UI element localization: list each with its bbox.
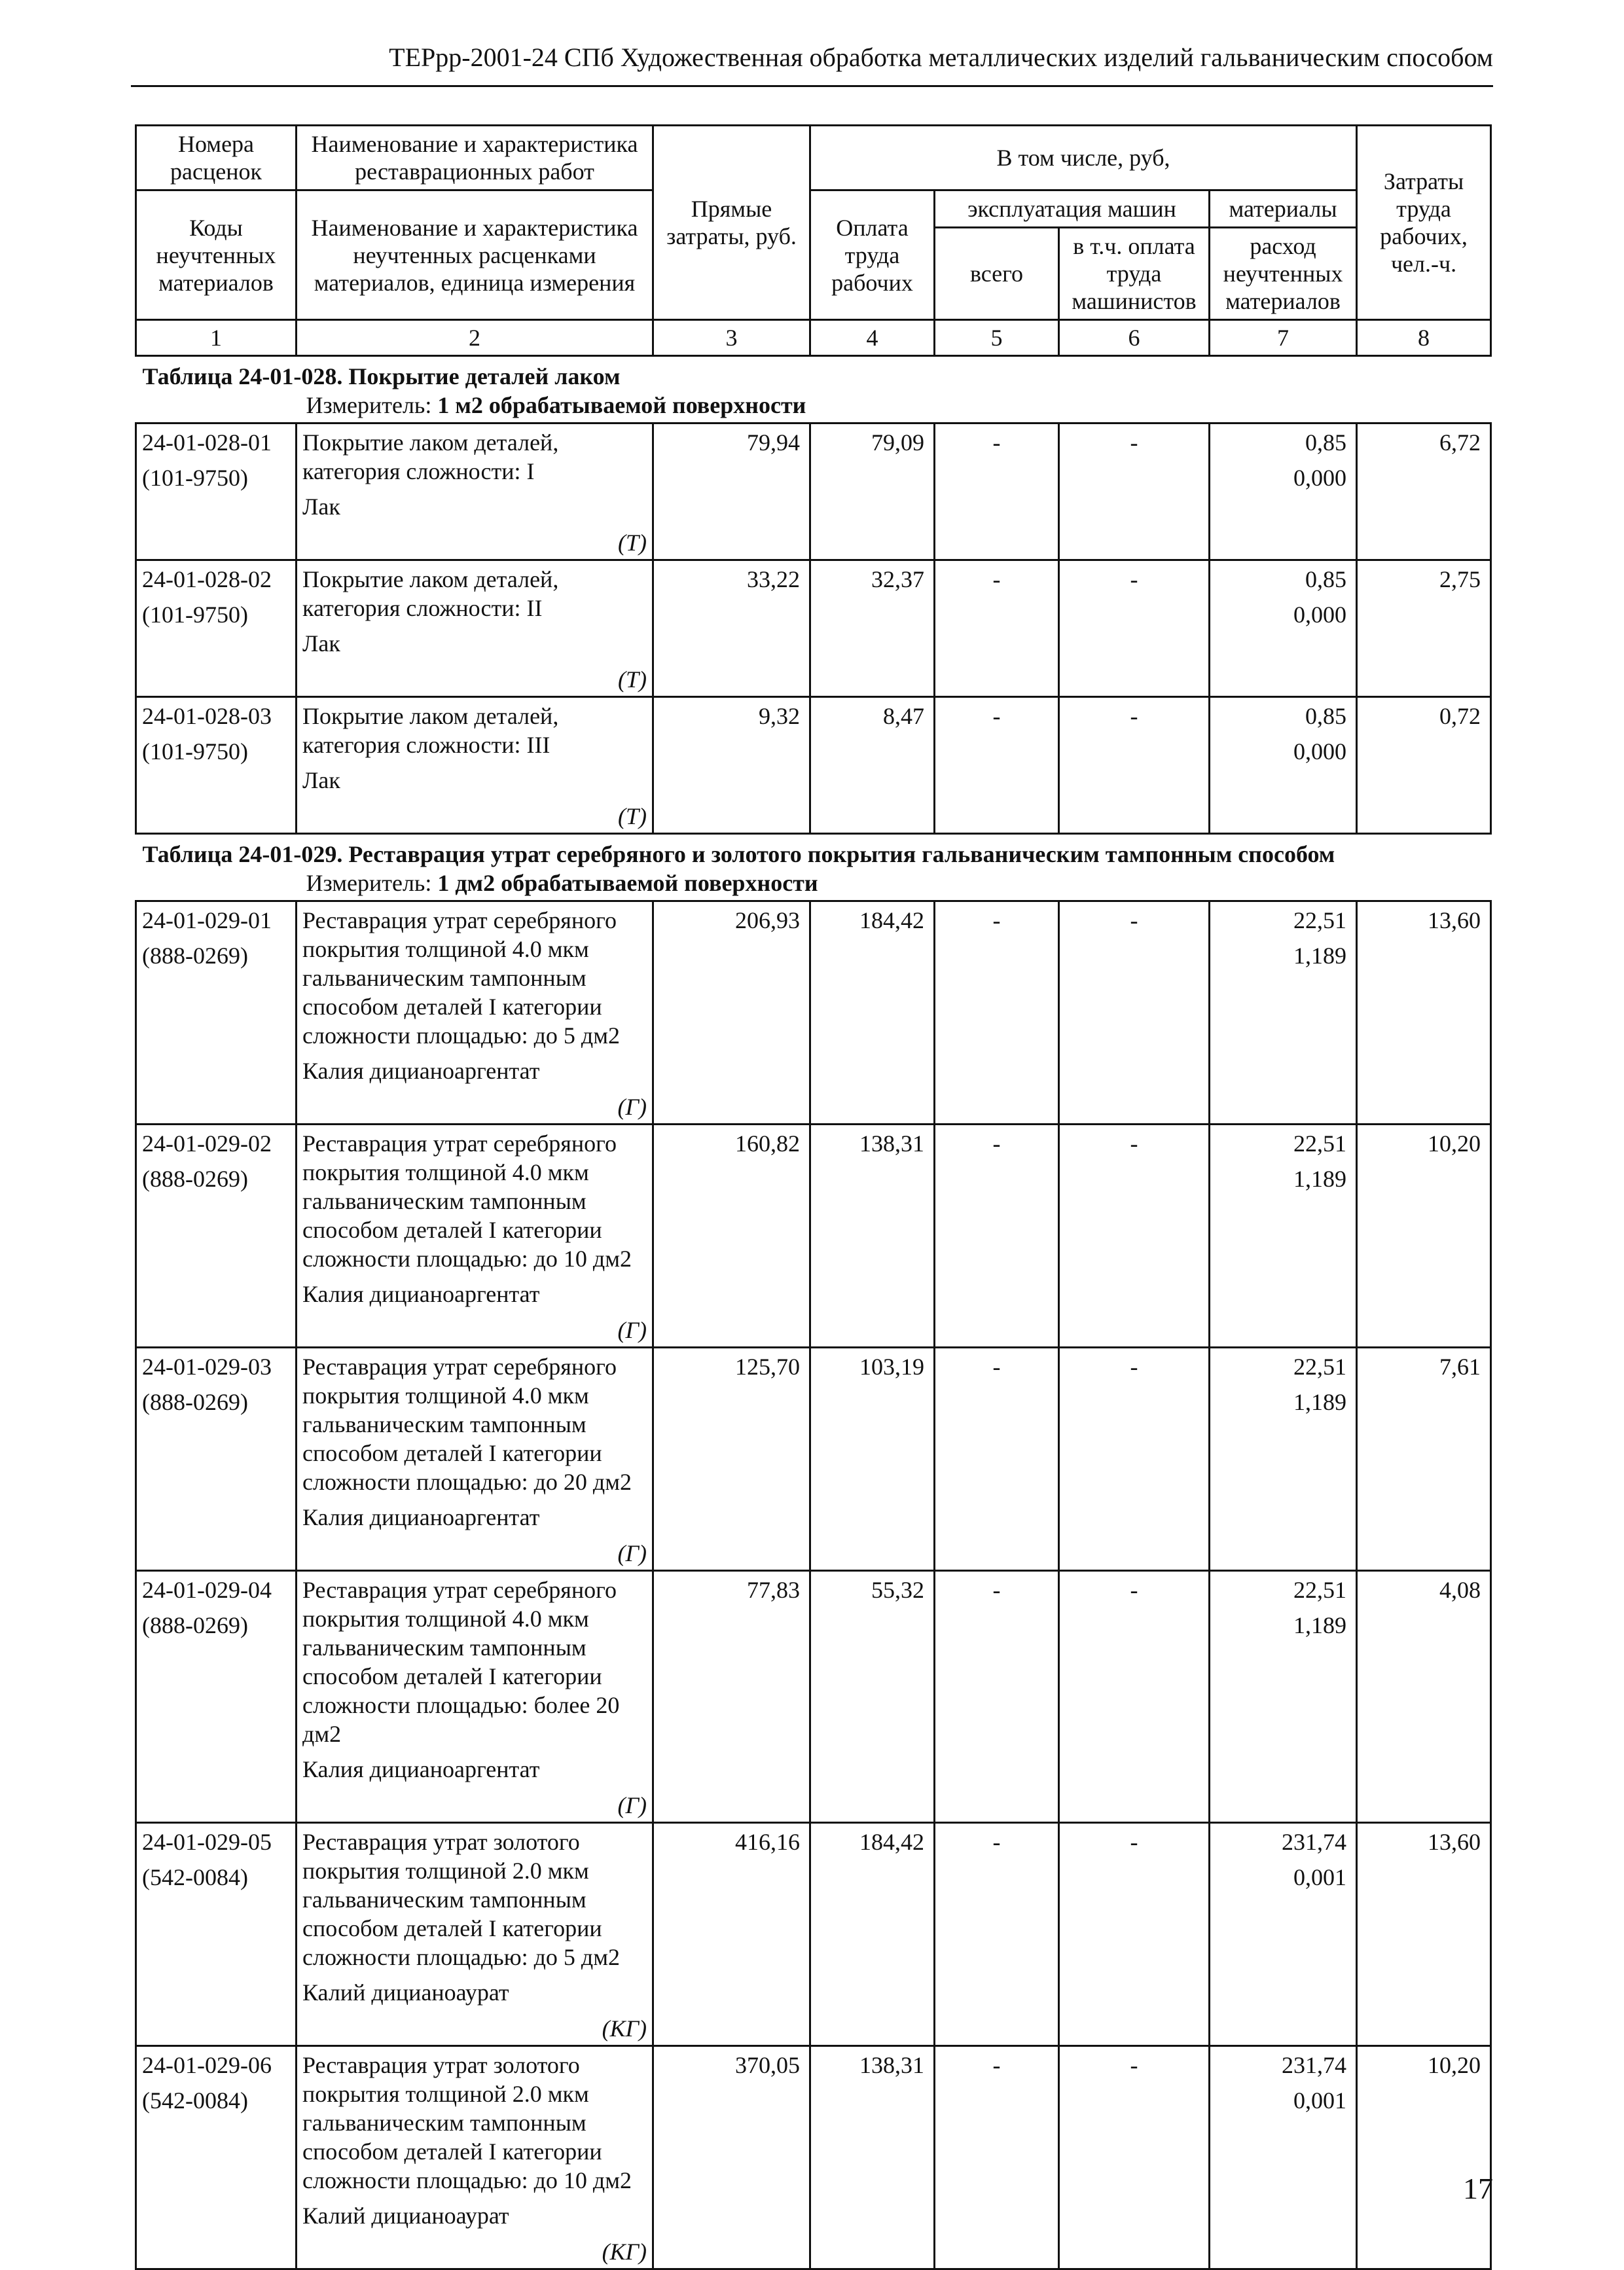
running-header: ТЕРрр-2001-24 СПб Художественная обработка металлических изделий гальваническим способом (131, 39, 1493, 87)
table-title: Таблица 24-01-029. Реставрация утрат серебряного и золотого покрытия гальваническим тампонным способом (142, 841, 1335, 867)
rate-code: 24-01-029-04 (142, 1577, 272, 1603)
operators-wages-value: - (1059, 423, 1210, 560)
rate-code-cell (136, 1125, 297, 1348)
labor-wages-value: 103,19 (810, 1348, 935, 1571)
rate-name: Покрытие лаком деталей, категория сложности: I (302, 429, 559, 484)
header-col2-top: Наименование и характеристика реставрационных работ (297, 126, 653, 190)
material-unit: (Т) (618, 803, 647, 829)
rate-code: 24-01-029-02 (142, 1130, 272, 1157)
rate-name: Реставрация утрат серебряного покрытия толщиной 4.0 мкм гальваническим тампонным способом деталей I категории сложности площадью: более 20 дм2 (302, 1577, 620, 1747)
machines-total-value: - (935, 560, 1059, 697)
labor-wages-value: 32,37 (810, 560, 935, 697)
labor-hours-value: 4,08 (1357, 1571, 1491, 1823)
measure-value: 1 дм2 обрабатываемой поверхности (437, 870, 818, 896)
materials-cell (1210, 2046, 1357, 2269)
header-labor-wages: Оплата труда рабочих (810, 190, 935, 320)
materials-cell (1210, 1125, 1357, 1348)
materials-value: 22,51 (1293, 1577, 1347, 1603)
rate-name-cell (297, 560, 653, 697)
labor-hours-value: 0,72 (1357, 697, 1491, 834)
rate-code-cell (136, 697, 297, 834)
header-operators-wages: в т.ч. оплата труда машинистов (1059, 228, 1210, 320)
rate-name: Покрытие лаком деталей, категория сложности: III (302, 703, 559, 758)
material-unit: (Г) (617, 1540, 647, 1566)
column-number: 8 (1357, 320, 1491, 356)
material-quantity: 0,000 (1293, 738, 1347, 765)
material-name: Калий дицианоаурат (302, 2203, 509, 2229)
materials-cell (1210, 423, 1357, 560)
materials-cell (1210, 1571, 1357, 1823)
material-name: Лак (302, 494, 340, 520)
rate-row (136, 697, 1491, 834)
materials-cell (1210, 697, 1357, 834)
rate-code: 24-01-029-05 (142, 1829, 272, 1855)
rate-code: 24-01-028-03 (142, 703, 272, 729)
table-measure (136, 391, 1491, 423)
material-code: (101-9750) (142, 738, 248, 765)
header-col2-bottom: Наименование и характеристика неучтенных расценками материалов, единица измерения (297, 190, 653, 320)
material-quantity: 1,189 (1293, 943, 1347, 969)
material-name: Калия дицианоаргентат (302, 1058, 540, 1084)
operators-wages-value: - (1059, 1348, 1210, 1571)
labor-wages-value: 138,31 (810, 2046, 935, 2269)
materials-cell (1210, 1823, 1357, 2046)
labor-hours-value: 6,72 (1357, 423, 1491, 560)
header-labor-hours: Затраты труда рабочих, чел.-ч. (1357, 126, 1491, 320)
column-number: 5 (935, 320, 1059, 356)
rate-name-cell (297, 423, 653, 560)
rate-name: Реставрация утрат золотого покрытия толщиной 2.0 мкм гальваническим тампонным способом деталей I категории сложности площадью: до 5 дм2 (302, 1829, 621, 1970)
rate-name: Реставрация утрат серебряного покрытия толщиной 4.0 мкм гальваническим тампонным способом деталей I категории сложности площадью: до 20 дм2 (302, 1354, 632, 1495)
rate-row (136, 2046, 1491, 2269)
material-code: (888-0269) (142, 1612, 248, 1638)
machines-total-value: - (935, 2046, 1059, 2269)
operators-wages-value: - (1059, 560, 1210, 697)
rate-name-cell (297, 1823, 653, 2046)
rates-table (135, 124, 1492, 2270)
material-quantity: 1,189 (1293, 1166, 1347, 1192)
header-col1-bottom: Коды неучтенных материалов (136, 190, 297, 320)
machines-total-value: - (935, 1125, 1059, 1348)
labor-hours-value: 2,75 (1357, 560, 1491, 697)
materials-value: 0,85 (1305, 703, 1347, 729)
materials-cell (1210, 560, 1357, 697)
material-name: Калия дицианоаргентат (302, 1504, 540, 1530)
rate-code-cell (136, 2046, 297, 2269)
labor-wages-value: 184,42 (810, 1823, 935, 2046)
rate-name: Реставрация утрат серебряного покрытия толщиной 4.0 мкм гальваническим тампонным способом деталей I категории сложности площадью: до 10 дм2 (302, 1130, 632, 1272)
rate-row (136, 901, 1491, 1125)
operators-wages-value: - (1059, 901, 1210, 1125)
material-code: (888-0269) (142, 1389, 248, 1415)
table-title: Таблица 24-01-028. Покрытие деталей лаком (142, 363, 621, 389)
machines-total-value: - (935, 901, 1059, 1125)
material-code: (888-0269) (142, 943, 248, 969)
materials-cell (1210, 901, 1357, 1125)
rate-name: Реставрация утрат серебряного покрытия толщиной 4.0 мкм гальваническим тампонным способом деталей I категории сложности площадью: до 5 дм2 (302, 907, 621, 1049)
materials-value: 22,51 (1293, 1354, 1347, 1380)
labor-wages-value: 55,32 (810, 1571, 935, 1823)
rate-row (136, 423, 1491, 560)
rate-name-cell (297, 1348, 653, 1571)
materials-value: 0,85 (1305, 429, 1347, 456)
direct-costs-value: 160,82 (653, 1125, 810, 1348)
rate-name-cell (297, 697, 653, 834)
material-quantity: 1,189 (1293, 1612, 1347, 1638)
material-quantity: 0,001 (1293, 1864, 1347, 1890)
direct-costs-value: 77,83 (653, 1571, 810, 1823)
measure-row (136, 869, 1491, 901)
material-code: (888-0269) (142, 1166, 248, 1192)
material-name: Лак (302, 630, 340, 657)
materials-value: 231,74 (1282, 2052, 1347, 2078)
column-number: 7 (1210, 320, 1357, 356)
rate-name-cell (297, 1125, 653, 1348)
direct-costs-value: 416,16 (653, 1823, 810, 2046)
material-unit: (Г) (617, 1094, 647, 1120)
column-number: 4 (810, 320, 935, 356)
measure-label: Измеритель: (306, 870, 438, 896)
operators-wages-value: - (1059, 1823, 1210, 2046)
rate-name-cell (297, 901, 653, 1125)
material-name: Калия дицианоаргентат (302, 1281, 540, 1307)
material-unit: (КГ) (602, 2239, 647, 2265)
labor-wages-value: 8,47 (810, 697, 935, 834)
direct-costs-value: 370,05 (653, 2046, 810, 2269)
header-including-group: В том числе, руб, (810, 126, 1357, 190)
direct-costs-value: 125,70 (653, 1348, 810, 1571)
labor-hours-value: 13,60 (1357, 901, 1491, 1125)
rate-code: 24-01-029-03 (142, 1354, 272, 1380)
rate-code-cell (136, 1348, 297, 1571)
rate-name-cell (297, 2046, 653, 2269)
material-code: (542-0084) (142, 2087, 248, 2114)
rate-row (136, 560, 1491, 697)
operators-wages-value: - (1059, 1571, 1210, 1823)
header-machines-total: всего (935, 228, 1059, 320)
table-title-row (136, 356, 1491, 391)
column-number: 1 (136, 320, 297, 356)
rate-code: 24-01-028-02 (142, 566, 272, 592)
rate-row (136, 1348, 1491, 1571)
materials-value: 231,74 (1282, 1829, 1347, 1855)
rate-code-cell (136, 901, 297, 1125)
table-title-row (136, 834, 1491, 869)
rate-row (136, 1571, 1491, 1823)
rate-code-cell (136, 1571, 297, 1823)
column-number: 2 (297, 320, 653, 356)
measure-value: 1 м2 обрабатываемой поверхности (437, 392, 806, 418)
material-quantity: 0,001 (1293, 2087, 1347, 2114)
labor-wages-value: 184,42 (810, 901, 935, 1125)
direct-costs-value: 206,93 (653, 901, 810, 1125)
material-unit: (Т) (618, 666, 647, 693)
header-materials-group: материалы (1210, 190, 1357, 228)
rate-code-cell (136, 560, 297, 697)
material-unit: (Т) (618, 530, 647, 556)
table-measure (136, 869, 1491, 901)
rate-code-cell (136, 1823, 297, 2046)
material-name: Калий дицианоаурат (302, 1979, 509, 2006)
rate-code: 24-01-029-01 (142, 907, 272, 933)
material-quantity: 0,000 (1293, 465, 1347, 491)
header-col1-top: Номера расценок (136, 126, 297, 190)
header-direct-costs: Прямые затраты, руб. (653, 126, 810, 320)
operators-wages-value: - (1059, 1125, 1210, 1348)
machines-total-value: - (935, 697, 1059, 834)
rate-code: 24-01-028-01 (142, 429, 272, 456)
rate-row (136, 1125, 1491, 1348)
column-number: 6 (1059, 320, 1210, 356)
column-number: 3 (653, 320, 810, 356)
materials-cell (1210, 1348, 1357, 1571)
operators-wages-value: - (1059, 697, 1210, 834)
materials-value: 22,51 (1293, 907, 1347, 933)
material-unit: (Г) (617, 1317, 647, 1343)
operators-wages-value: - (1059, 2046, 1210, 2269)
header-materials-consumption: расход неучтенных материалов (1210, 228, 1357, 320)
measure-row (136, 391, 1491, 423)
labor-hours-value: 10,20 (1357, 1125, 1491, 1348)
header-machines-group: эксплуатация машин (935, 190, 1210, 228)
machines-total-value: - (935, 423, 1059, 560)
column-numbers-row (136, 320, 1491, 356)
direct-costs-value: 79,94 (653, 423, 810, 560)
rate-code-cell (136, 423, 297, 560)
material-quantity: 0,000 (1293, 602, 1347, 628)
material-unit: (КГ) (602, 2015, 647, 2042)
direct-costs-value: 9,32 (653, 697, 810, 834)
labor-hours-value: 13,60 (1357, 1823, 1491, 2046)
materials-value: 22,51 (1293, 1130, 1347, 1157)
labor-hours-value: 10,20 (1357, 2046, 1491, 2269)
rate-name: Покрытие лаком деталей, категория сложности: II (302, 566, 559, 621)
measure-label: Измеритель: (306, 392, 438, 418)
rate-name-cell (297, 1571, 653, 1823)
rate-code: 24-01-029-06 (142, 2052, 272, 2078)
rate-name: Реставрация утрат золотого покрытия толщиной 2.0 мкм гальваническим тампонным способом деталей I категории сложности площадью: до 10 дм2 (302, 2052, 632, 2193)
labor-wages-value: 79,09 (810, 423, 935, 560)
rate-row (136, 1823, 1491, 2046)
labor-hours-value: 7,61 (1357, 1348, 1491, 1571)
labor-wages-value: 138,31 (810, 1125, 935, 1348)
material-name: Калия дицианоаргентат (302, 1756, 540, 1782)
machines-total-value: - (935, 1823, 1059, 2046)
machines-total-value: - (935, 1348, 1059, 1571)
direct-costs-value: 33,22 (653, 560, 810, 697)
machines-total-value: - (935, 1571, 1059, 1823)
materials-value: 0,85 (1305, 566, 1347, 592)
material-quantity: 1,189 (1293, 1389, 1347, 1415)
material-name: Лак (302, 767, 340, 793)
material-code: (101-9750) (142, 465, 248, 491)
page-number: 17 (1463, 2172, 1493, 2205)
material-code: (101-9750) (142, 602, 248, 628)
material-code: (542-0084) (142, 1864, 248, 1890)
material-unit: (Г) (617, 1792, 647, 1818)
